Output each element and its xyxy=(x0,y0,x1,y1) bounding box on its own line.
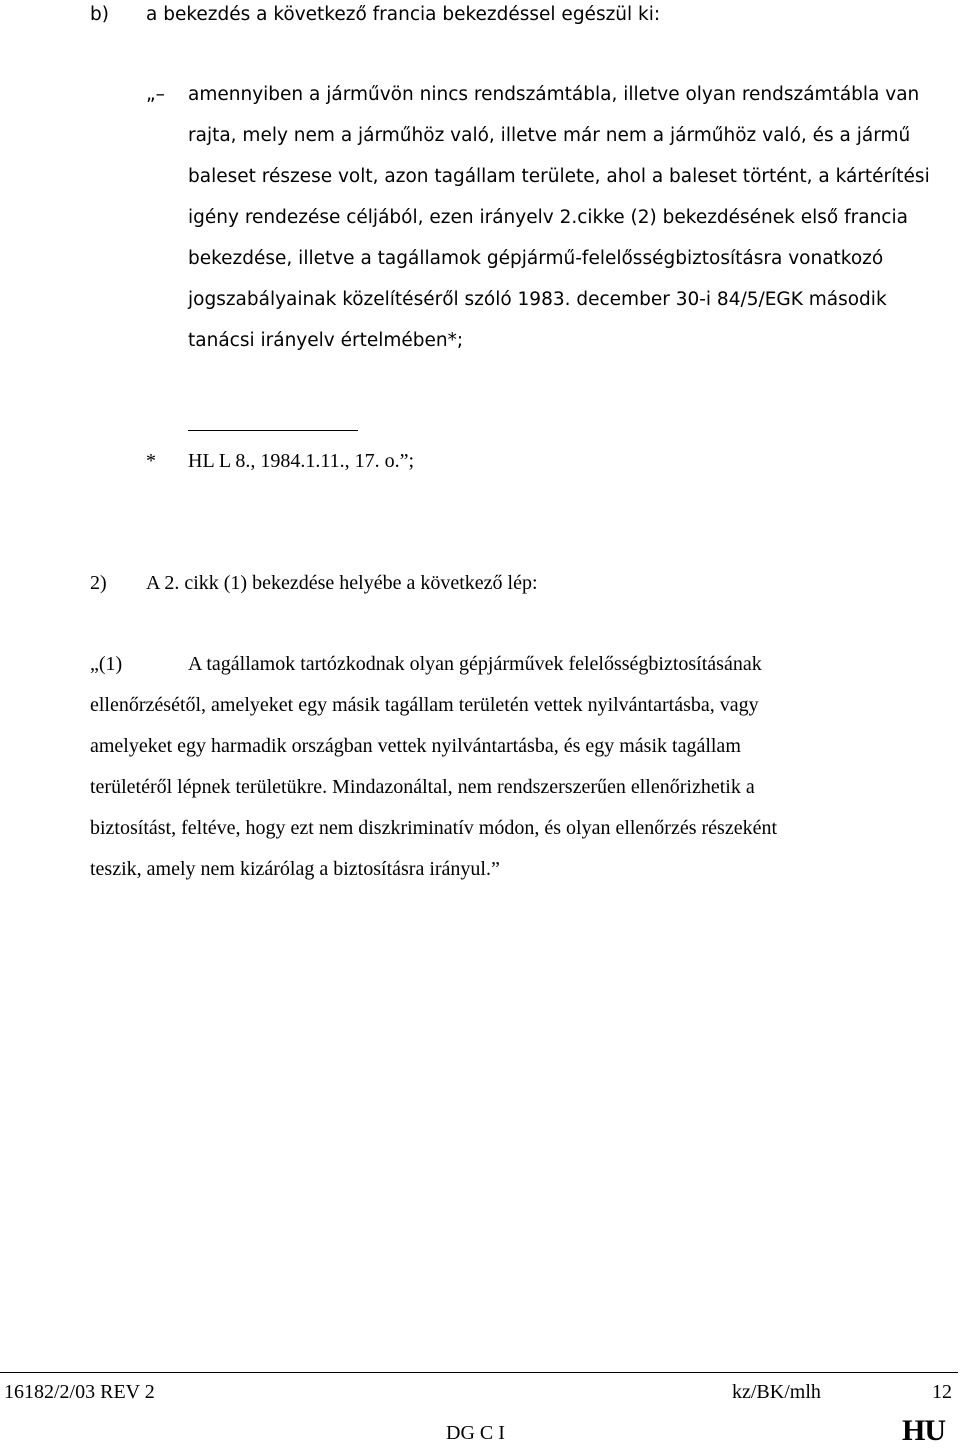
paragraph-line: teszik, amely nem kizárólag a biztosításra irányul.” xyxy=(90,858,500,880)
section-2-text: A 2. cikk (1) bekezdése helyébe a következő lép: xyxy=(146,572,538,594)
footer-language-code: HU xyxy=(902,1414,945,1447)
footer-page-number: 12 xyxy=(932,1381,952,1403)
quote-line: amennyiben a járművön nincs rendszámtábla, illetve olyan rendszámtábla van xyxy=(188,84,920,105)
quote-line: jogszabályainak közelítéséről szóló 1983. december 30-i 84/5/EGK második xyxy=(188,289,887,310)
footnote-separator xyxy=(188,430,358,431)
footer-dg: DG C I xyxy=(446,1422,505,1444)
section-b-marker: b) xyxy=(90,4,109,25)
quote-open-mark: „– xyxy=(146,84,165,105)
footer-doc-ref: 16182/2/03 REV 2 xyxy=(4,1381,155,1403)
footnote-text: HL L 8., 1984.1.11., 17. o.”; xyxy=(188,450,415,472)
paragraph-line: amelyeket egy harmadik országban vettek nyilvántartásba, és egy másik tagállam xyxy=(90,735,741,757)
paragraph-1-marker: „(1) xyxy=(90,653,123,675)
quote-line: tanácsi irányelv értelmében*; xyxy=(188,330,464,351)
quote-line: igény rendezése céljából, ezen irányelv 2.cikke (2) bekezdésének első francia xyxy=(188,207,908,228)
quote-line: rajta, mely nem a járműhöz való, illetve már nem a járműhöz való, és a jármű xyxy=(188,125,911,146)
footnote-marker: * xyxy=(146,450,156,472)
quote-line: bekezdése, illetve a tagállamok gépjármű-felelősségbiztosításra vonatkozó xyxy=(188,248,884,269)
paragraph-line: területéről lépnek területükre. Mindazonáltal, nem rendszerszerűen ellenőrizhetik a xyxy=(90,776,755,798)
section-b-text: a bekezdés a következő francia bekezdéssel egészül ki: xyxy=(146,4,661,25)
quote-line: baleset részese volt, azon tagállam területe, ahol a baleset történt, a kártérítési xyxy=(188,166,930,187)
section-2-marker: 2) xyxy=(90,572,107,594)
footer-separator xyxy=(0,1372,958,1373)
paragraph-line: biztosítást, feltéve, hogy ezt nem diszkriminatív módon, és olyan ellenőrzés részeként xyxy=(90,817,778,839)
footer-initials: kz/BK/mlh xyxy=(732,1381,821,1403)
paragraph-line: ellenőrzésétől, amelyeket egy másik tagállam területén vettek nyilvántartásba, vagy xyxy=(90,694,759,716)
paragraph-1-first-line: A tagállamok tartózkodnak olyan gépjárművek felelősségbiztosításának xyxy=(188,653,762,675)
